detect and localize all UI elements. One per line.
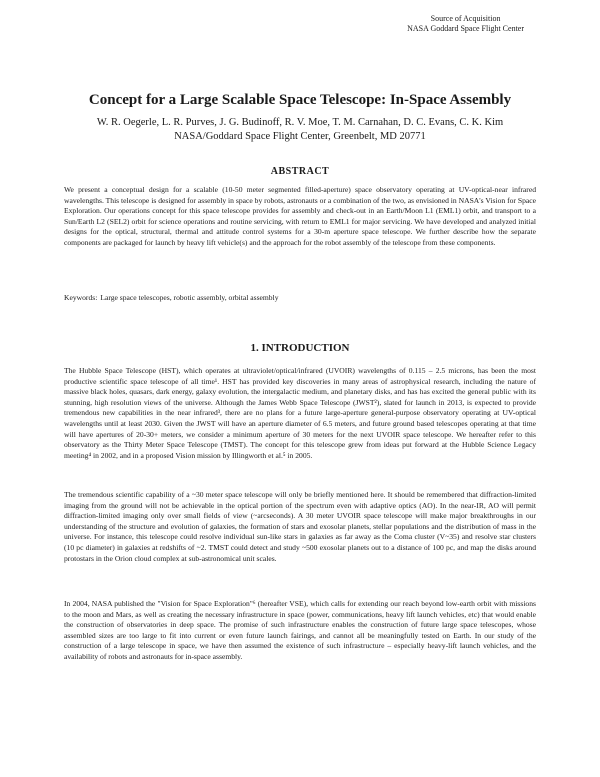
paper-title: Concept for a Large Scalable Space Telescope: In-Space Assembly	[88, 92, 512, 108]
author-list: W. R. Oegerle, L. R. Purves, J. G. Budinoff, R. V. Moe, T. M. Carnahan, D. C. Evans, C. K. Kim	[96, 117, 504, 128]
introduction-heading: 1. INTRODUCTION	[250, 342, 350, 354]
intro-paragraph-3: In 2004, NASA published the "Vision for Space Exploration"⁶ (hereafter VSE), which calls for extending our reach beyond low-earth orbit with missions to the moon and Mars, as well as creating the necessary infrastructure in space (power, communications, heavy lift launch vehicles, etc) that would enable the construction of observatories in deep space. The promise of such infrastructure enables the construction of future large space telescopes, whose assembled sizes are too large to fit into current or even future launch fairings, and cannot all be meaningfully tested on Earth. In our study of the construction of a large telescope in space, we have then assumed the existence of such infrastructure – especially heavy-lift launch vehicles, and the availability of robots and astronauts for in-space assembly.	[64, 599, 536, 661]
intro-paragraph-2: The tremendous scientific capability of a ~30 meter space telescope will only be briefly mentioned here. It should be remembered that diffraction-limited imaging from the ground will not be achievable in the optical portion of the spectrum even with adaptive optics (AO). In the near-IR, AO will permit diffraction-limited imaging only over small fields of view (~arcseconds). A 30 meter UVOIR space telescope will make major breakthroughs in our understanding of the structure and evolution of galaxies, the formation of stars and exosolar planets, stellar populations and the distribution of mass in the universe. For instance, this telescope could resolve individual sun-like stars in galaxies as far away as the Coma cluster (V~35) and resolve star clusters (10 pc diameter) in galaxies at redshifts of ~2. TMST could detect and study ~500 exosolar planets out to a distance of 100 pc, and map the disks around protostars in the Orion cloud complex at sub-astronomical unit scales.	[64, 490, 536, 563]
abstract-heading: ABSTRACT	[270, 166, 330, 177]
source-line-1: Source of Acquisition	[430, 14, 501, 23]
abstract-text: We present a conceptual design for a scalable (10-50 meter segmented filled-aperture) space observatory operating at UV-optical-near infrared wavelengths. This telescope is designed for assembly in space by robots, astronauts or a combination of the two, as envisioned in NASA's Vision for Space Exploration. Our operations concept for this space telescope provides for assembly and check-out in an Earth/Moon L1 (EML1) orbit, and transport to a Sun/Earth L2 (SEL2) orbit for science operations and routine servicing, with return to EML1 for major servicing. We have developed and analyzed initial designs for the optical, structural, thermal and attitude control systems for a 30-m aperture space telescope. We further describe how the separate components are packaged for launch by heavy lift vehicle(s) and the approach for the robot assembly of the telescope from these components.	[64, 185, 536, 247]
keywords-line	[64, 293, 536, 304]
source-of-acquisition-note	[407, 14, 524, 34]
intro-paragraph-1: The Hubble Space Telescope (HST), which operates at ultraviolet/optical/infrared (UVOIR) wavelengths of 0.115 – 2.5 microns, has been the most productive scientific space telescope of all time¹. HST has provided key discoveries in many areas of astrophysical research, including the nature of massive black holes, quasars, dark energy, galaxy evolution, the intergalactic medium, and planetary disks, and has has excited the general public with its stunning, high resolution views of the universe. Although the James Webb Space Telescope (JWST²), slated for launch in 2013, is expected to provide tremendous new capabilities in the near infrared³, there are no plans for a future large-aperture general-purpose observatory operating at UV-optical wavelengths until at least 2030. Given the JWST will have an aperture diameter of 6.5 meters, and future ground based telescopes operating at that time will have apertures of 20-30+ meters, we consider a minimum aperture of 30 meters for the next UVOIR space telescope. We hereafter refer to this observatory as the Thirty Meter Space Telescope (TMST). The concept for this telescope grew from ideas put forward at the Hubble Science Legacy meeting⁴ in 2002, and in a proposed Vision mission by Illingworth et al.⁵ in 2005.	[64, 366, 536, 460]
author-affiliation: NASA/Goddard Space Flight Center, Greenbelt, MD 20771	[174, 131, 426, 142]
author-block	[40, 116, 560, 144]
keywords-text: Large space telescopes, robotic assembly, orbital assembly	[100, 293, 279, 302]
keywords-label: Keywords:	[64, 293, 98, 302]
source-line-2: NASA Goddard Space Flight Center	[407, 24, 524, 33]
